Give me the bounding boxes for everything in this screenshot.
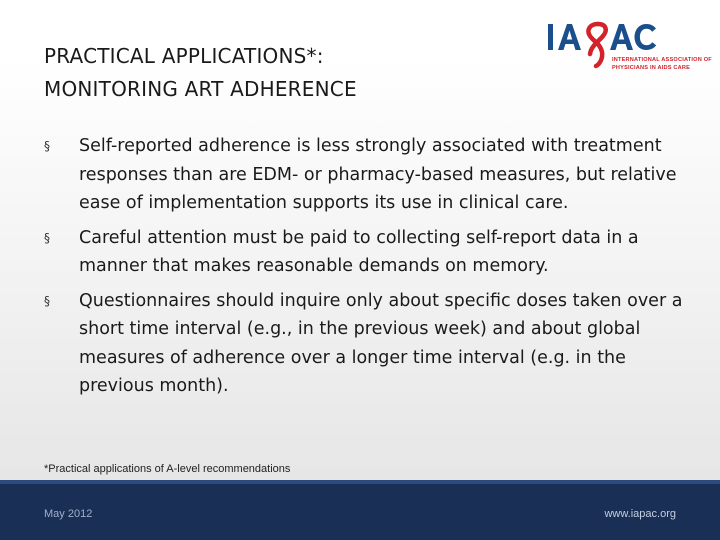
- slide-title: [44, 40, 504, 106]
- bullet-item: [44, 224, 684, 281]
- footer-date: May 2012: [44, 508, 93, 520]
- footnote: *Practical applications of A-level recommendations: [44, 463, 291, 475]
- title-line-2: MONITORING ART ADHERENCE: [44, 77, 357, 101]
- bullet-text: Careful attention must be paid to collecting self-report data in a manner that makes reasonable demands on memory.: [79, 227, 639, 276]
- bullet-marker-icon: §: [44, 139, 50, 153]
- bullet-item: [44, 132, 684, 218]
- footer-url: www.iapac.org: [604, 508, 676, 520]
- iapac-logo: [546, 18, 712, 78]
- bullet-text: Questionnaires should inquire only about specific doses taken over a short time interval (e.g., in the previous week) and about global measures of adherence over a longer time interval (e.g. in the previous month).: [79, 290, 683, 396]
- bullet-list: [44, 132, 684, 407]
- logo-tagline: INTERNATIONAL ASSOCIATION OF PHYSICIANS IN AIDS CARE: [612, 57, 712, 71]
- bullet-text: Self-reported adherence is less strongly associated with treatment responses than are EDM- or pharmacy-based measures, but relative ease of implementation supports its use in clinical care.: [79, 136, 677, 213]
- bullet-item: [44, 287, 684, 401]
- bullet-marker-icon: §: [44, 293, 50, 308]
- title-line-1: PRACTICAL APPLICATIONS*:: [44, 44, 324, 68]
- bullet-marker-icon: §: [44, 230, 50, 245]
- footer-accent-line: [0, 480, 720, 484]
